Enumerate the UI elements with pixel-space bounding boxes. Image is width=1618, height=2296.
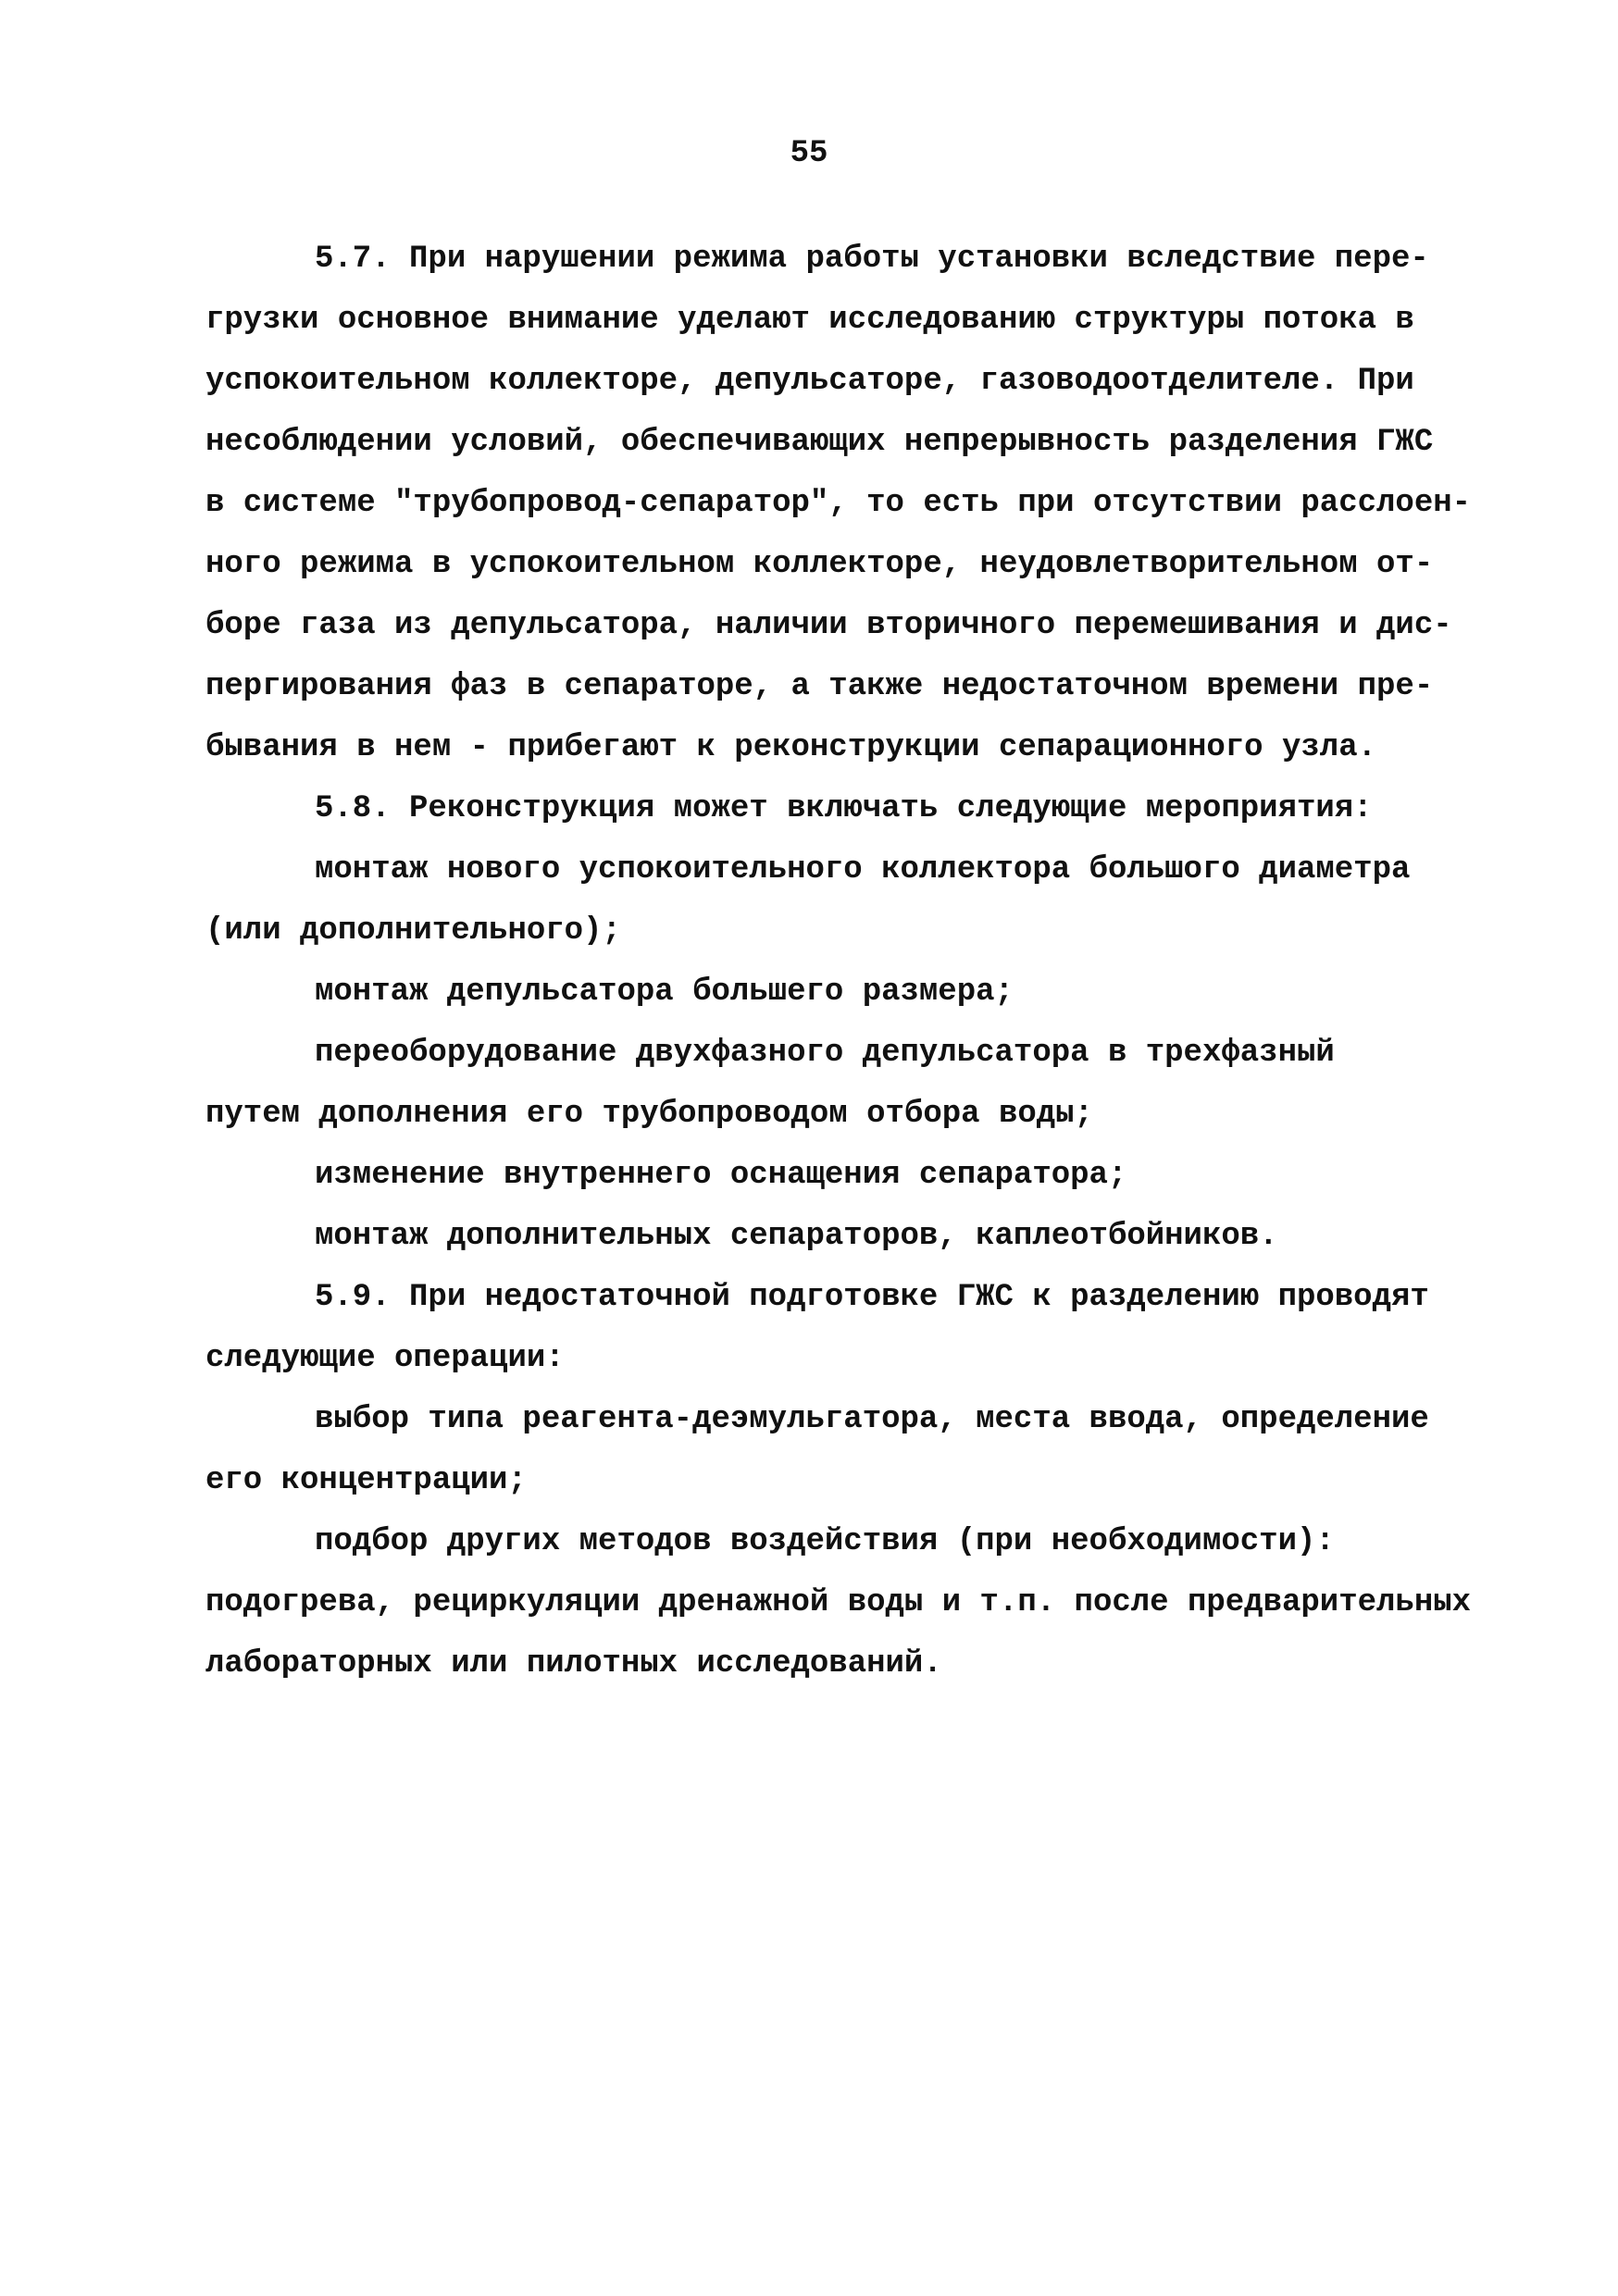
- page-number: 55: [790, 136, 828, 171]
- text-line: лабораторных или пилотных исследований.: [205, 1646, 942, 1682]
- text-line: монтаж дополнительных сепараторов, каплеотбойников.: [315, 1219, 1278, 1254]
- text-line: 5.9. При недостаточной подготовке ГЖС к разделению проводят: [315, 1280, 1429, 1315]
- text-line: следующие операции:: [205, 1341, 565, 1376]
- text-line: монтаж нового успокоительного коллектора большого диаметра: [315, 852, 1411, 887]
- text-line: изменение внутреннего оснащения сепаратора;: [315, 1158, 1127, 1193]
- text-line: бывания в нем - прибегают к реконструкции сепарационного узла.: [205, 730, 1377, 765]
- text-line: 5.7. При нарушении режима работы установки вследствие пере-: [315, 242, 1429, 277]
- text-line: грузки основное внимание уделают исследованию структуры потока в: [205, 303, 1414, 338]
- text-line: монтаж депульсатора большего размера;: [315, 974, 1014, 1010]
- text-line: подбор других методов воздействия (при необходимости):: [315, 1524, 1335, 1559]
- text-line: выбор типа реагента-деэмульгатора, места ввода, определение: [315, 1402, 1429, 1437]
- text-line: ного режима в успокоительном коллекторе, неудовлетворительном от-: [205, 547, 1434, 582]
- text-line: несоблюдении условий, обеспечивающих непрерывность разделения ГЖС: [205, 425, 1434, 460]
- text-line: (или дополнительного);: [205, 913, 621, 949]
- text-line: боре газа из депульсатора, наличии вторичного перемешивания и дис-: [205, 608, 1452, 643]
- text-line: подогрева, рециркуляции дренажной воды и т.п. после предварительных: [205, 1585, 1472, 1620]
- text-line: переоборудование двухфазного депульсатора в трехфазный: [315, 1036, 1335, 1071]
- text-line: успокоительном коллекторе, депульсаторе, газоводоотделителе. При: [205, 364, 1414, 399]
- text-line: путем дополнения его трубопроводом отбора воды;: [205, 1097, 1093, 1132]
- text-line: в системе "трубопровод-сепаратор", то есть при отсутствии расслоен-: [205, 486, 1472, 521]
- text-line: 5.8. Реконструкция может включать следующие мероприятия:: [315, 791, 1373, 826]
- text-line: его концентрации;: [205, 1463, 527, 1498]
- text-line: пергирования фаз в сепараторе, а также недостаточном времени пре-: [205, 669, 1434, 704]
